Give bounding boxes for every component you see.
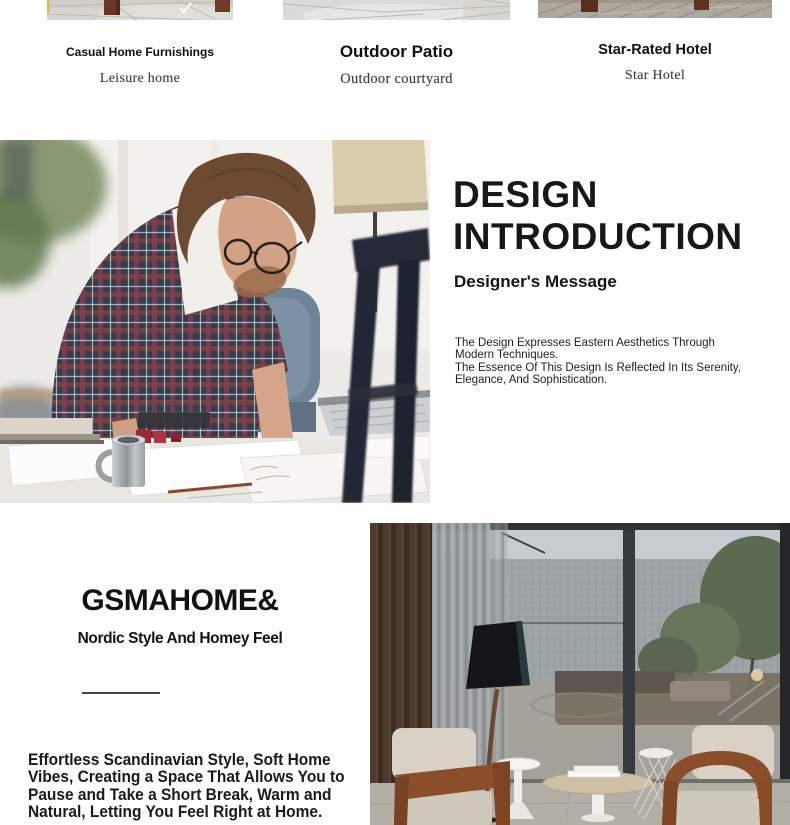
category-photo-outdoor-patio (283, 0, 510, 20)
interior-photo-illustration (370, 523, 790, 825)
designers-message-subheading: Designer's Message (454, 272, 617, 291)
category-subtitle: Star Hotel (624, 68, 686, 83)
category-photo-star-hotel (538, 0, 772, 18)
category-card-star-hotel (538, 0, 772, 84)
category-subtitle: Outdoor courtyard (340, 71, 453, 87)
nordic-paragraph-line: Pause and Take a Short Break, Warm and (28, 784, 332, 804)
category-subtitle: Leisure home (99, 71, 181, 86)
design-intro-heading-line2: INTRODUCTION (453, 216, 743, 257)
patio-paving-image (283, 0, 510, 20)
stone-paving-image (47, 0, 233, 20)
nordic-paragraph (28, 751, 345, 821)
divider-line (82, 692, 160, 694)
design-intro-heading (453, 174, 743, 258)
design-paragraph-line: Modern Techniques. (455, 349, 559, 362)
nordic-interior-photo (370, 523, 790, 825)
design-paragraph-line: The Essence Of This Design Is Reflected In Its Serenity, (455, 361, 741, 374)
deck-boards-image (538, 0, 772, 18)
design-intro-paragraph (455, 337, 741, 387)
nordic-paragraph-line: Effortless Scandinavian Style, Soft Home (28, 750, 331, 769)
category-card-leisure-home (47, 0, 233, 87)
category-photo-leisure-home (47, 0, 233, 20)
brand-tagline: Nordic Style And Homey Feel (77, 630, 283, 647)
category-title: Casual Home Furnishings (65, 45, 215, 59)
design-intro-heading-line1: DESIGN (453, 174, 598, 215)
design-paragraph-line: Elegance, And Sophistication. (455, 374, 608, 387)
category-title: Outdoor Patio (339, 42, 454, 61)
design-paragraph-line: The Design Expresses Eastern Aesthetics Through (455, 337, 715, 349)
designer-at-desk-photo (0, 140, 430, 503)
nordic-paragraph-line: Vibes, Creating a Space That Allows You to (28, 767, 345, 787)
category-title: Star-Rated Hotel (598, 42, 712, 58)
brand-heading: GSMAHOME& (81, 584, 279, 617)
category-card-outdoor-patio (283, 0, 510, 88)
designer-photo-illustration (0, 140, 430, 503)
nordic-paragraph-line: Natural, Letting You Feel Right at Home. (28, 802, 323, 822)
